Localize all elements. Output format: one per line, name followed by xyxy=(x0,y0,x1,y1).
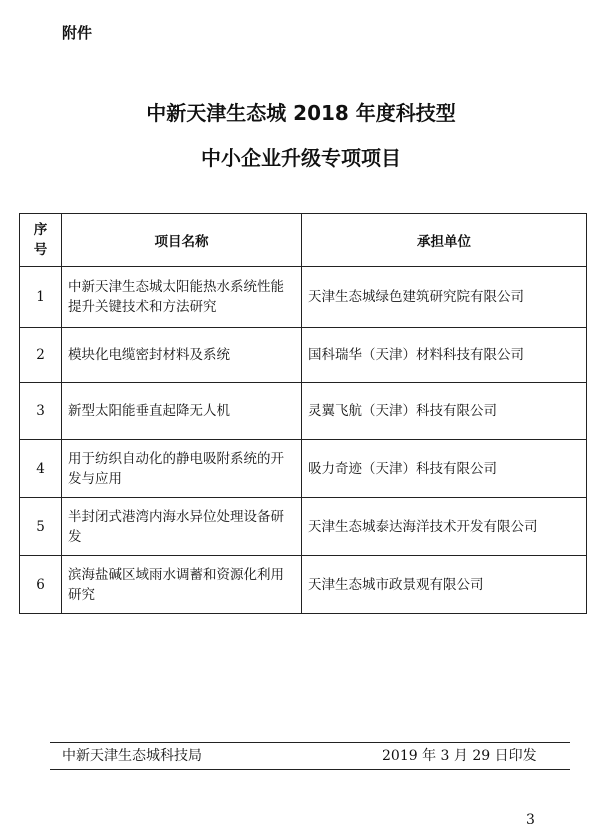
attachment-label: 附件 xyxy=(62,24,93,42)
document-title-line2: 中小企业升级专项项目 xyxy=(201,146,401,170)
row-seq: 4 xyxy=(20,440,62,498)
table-row xyxy=(20,556,587,614)
row-seq: 6 xyxy=(20,556,62,614)
row-project-name: 半封闭式港湾内海水异位处理设备研发 xyxy=(62,498,302,556)
row-unit: 天津生态城绿色建筑研究院有限公司 xyxy=(302,267,587,328)
row-unit: 吸力奇迹（天津）科技有限公司 xyxy=(302,440,587,498)
header-seq xyxy=(20,214,62,267)
row-project-name: 用于纺织自动化的静电吸附系统的开发与应用 xyxy=(62,440,302,498)
footer-issuer: 中新天津生态城科技局 xyxy=(62,748,202,764)
table-row xyxy=(20,440,587,498)
row-unit: 天津生态城泰达海洋技术开发有限公司 xyxy=(302,498,587,556)
table-row xyxy=(20,498,587,556)
row-seq: 1 xyxy=(20,267,62,328)
row-project-name: 模块化电缆密封材料及系统 xyxy=(62,328,302,383)
row-project-name: 新型太阳能垂直起降无人机 xyxy=(62,383,302,440)
row-unit: 天津生态城市政景观有限公司 xyxy=(302,556,587,614)
table-header-row xyxy=(20,214,587,267)
row-seq: 3 xyxy=(20,383,62,440)
header-project-name: 项目名称 xyxy=(62,214,302,267)
row-project-name: 中新天津生态城太阳能热水系统性能提升关键技术和方法研究 xyxy=(62,267,302,328)
page-number: 3 xyxy=(526,812,535,828)
row-unit: 国科瑞华（天津）材料科技有限公司 xyxy=(302,328,587,383)
footer-rule-top xyxy=(50,742,570,743)
document-title-line1: 中新天津生态城 2018 年度科技型 xyxy=(146,101,456,125)
project-table xyxy=(19,213,587,614)
header-seq-line2: 号 xyxy=(33,242,48,258)
row-project-name: 滨海盐碱区域雨水调蓄和资源化利用研究 xyxy=(62,556,302,614)
header-undertaking-unit: 承担单位 xyxy=(302,214,587,267)
table-row xyxy=(20,383,587,440)
footer-rule-bottom xyxy=(50,769,570,770)
row-seq: 2 xyxy=(20,328,62,383)
table-row xyxy=(20,328,587,383)
header-seq-line1: 序 xyxy=(33,222,48,238)
footer-issue-date: 2019 年 3 月 29 日印发 xyxy=(382,748,537,764)
table-row xyxy=(20,267,587,328)
row-unit: 灵翼飞航（天津）科技有限公司 xyxy=(302,383,587,440)
row-seq: 5 xyxy=(20,498,62,556)
